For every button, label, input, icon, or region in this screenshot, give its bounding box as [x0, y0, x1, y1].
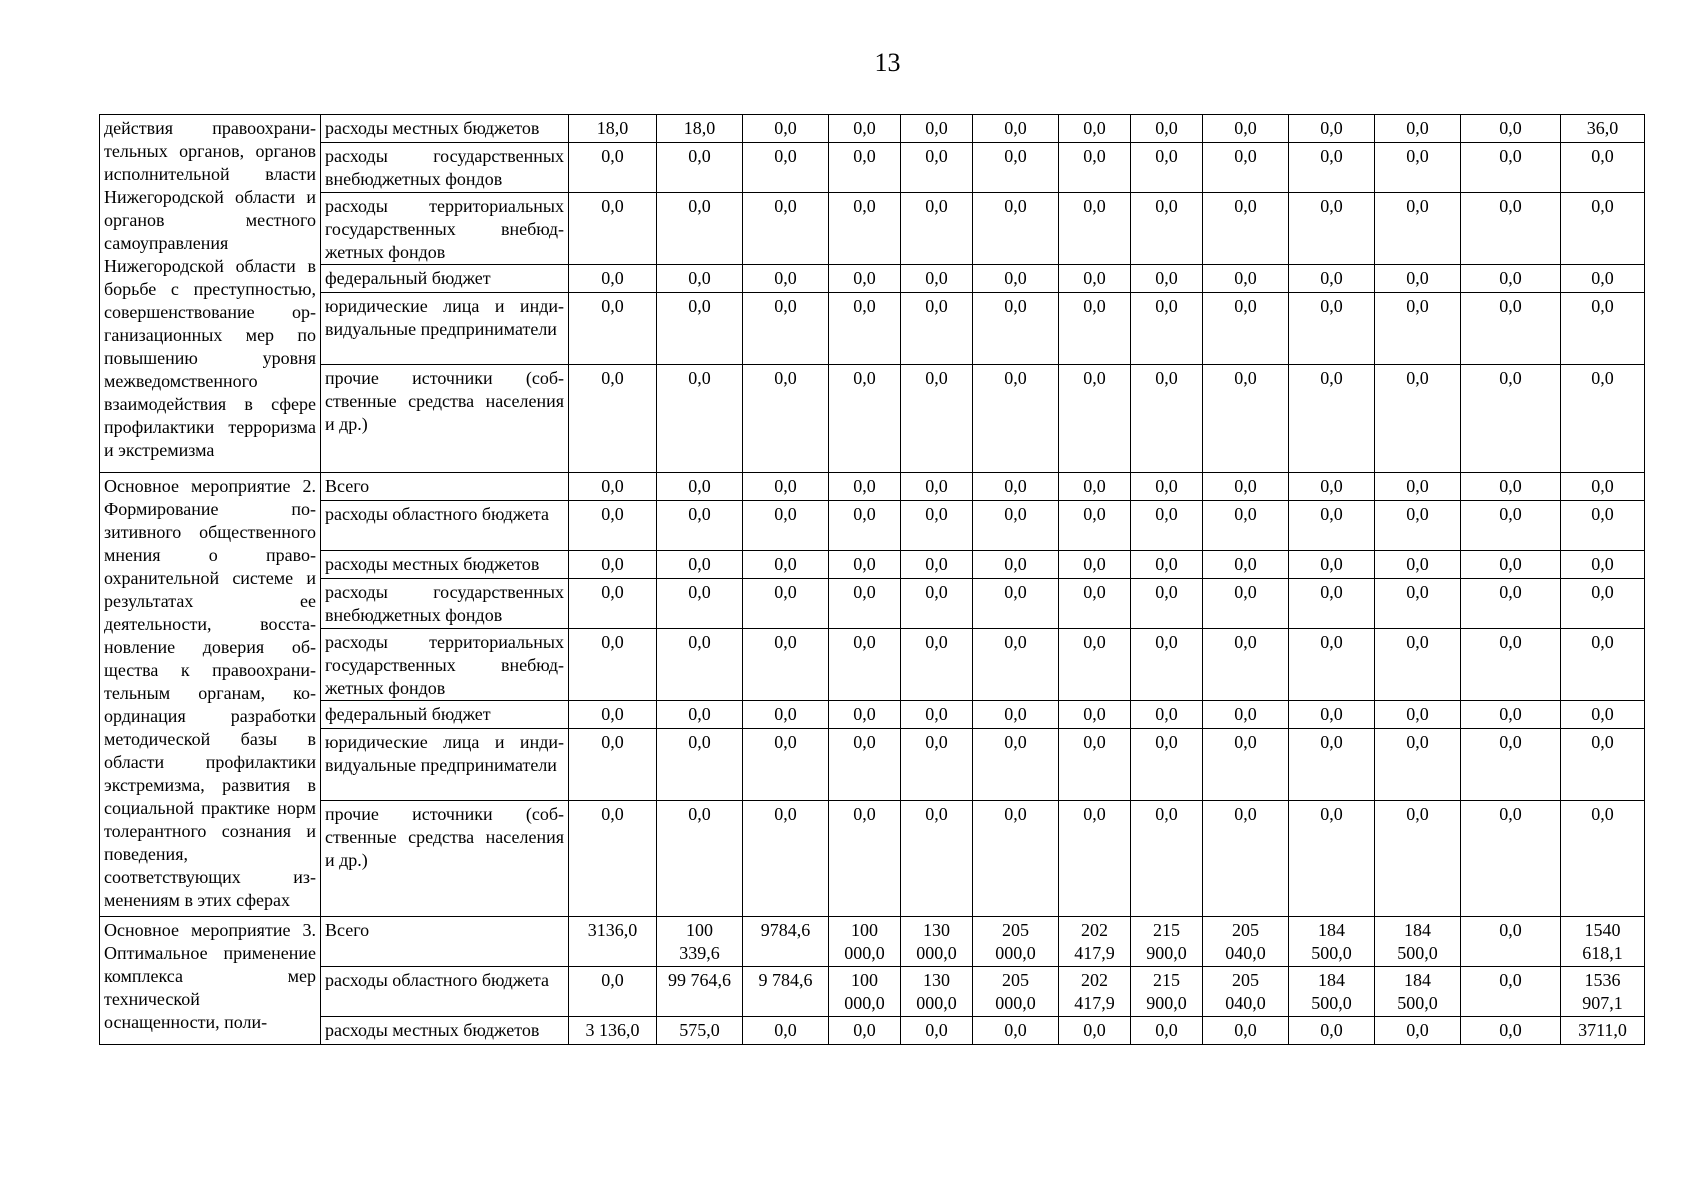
value-cell: 0,0 — [657, 293, 743, 365]
value-cell: 0,0 — [1289, 115, 1375, 143]
value-cell: 0,0 — [1059, 143, 1131, 193]
value-cell: 0,0 — [743, 501, 829, 551]
value-cell: 0,0 — [1059, 579, 1131, 629]
value-cell: 0,0 — [1561, 701, 1645, 729]
value-cell: 0,0 — [1289, 501, 1375, 551]
value-cell: 0,0 — [1289, 143, 1375, 193]
value-cell: 0,0 — [1059, 701, 1131, 729]
value-cell: 0,0 — [1561, 551, 1645, 579]
value-cell: 0,0 — [1131, 1017, 1203, 1045]
value-cell: 0,0 — [1203, 801, 1289, 917]
value-cell: 0,0 — [1461, 293, 1561, 365]
value-cell: 0,0 — [1059, 365, 1131, 473]
value-cell: 0,0 — [1561, 629, 1645, 701]
value-cell: 0,0 — [1203, 1017, 1289, 1045]
funding-source-cell: расходы областного бюджета — [321, 967, 569, 1017]
value-cell: 0,0 — [829, 115, 901, 143]
value-cell: 0,0 — [657, 701, 743, 729]
value-cell: 0,0 — [1375, 193, 1461, 265]
value-cell: 0,0 — [829, 193, 901, 265]
value-cell: 0,0 — [901, 579, 973, 629]
value-cell: 0,0 — [1131, 265, 1203, 293]
value-cell: 0,0 — [1203, 729, 1289, 801]
value-cell: 0,0 — [829, 473, 901, 501]
table-row — [100, 473, 1645, 501]
value-cell: 0,0 — [1289, 551, 1375, 579]
value-cell: 0,0 — [743, 701, 829, 729]
value-cell: 205 040,0 — [1203, 967, 1289, 1017]
value-cell: 0,0 — [1289, 801, 1375, 917]
value-cell: 0,0 — [1375, 365, 1461, 473]
value-cell: 0,0 — [1289, 579, 1375, 629]
value-cell: 0,0 — [901, 701, 973, 729]
value-cell: 18,0 — [657, 115, 743, 143]
value-cell: 0,0 — [973, 143, 1059, 193]
value-cell: 0,0 — [1059, 629, 1131, 701]
value-cell: 3136,0 — [569, 917, 657, 967]
value-cell: 0,0 — [569, 143, 657, 193]
funding-source-cell: Всего — [321, 917, 569, 967]
value-cell: 0,0 — [973, 551, 1059, 579]
page-number: 13 — [874, 48, 901, 77]
value-cell: 130 000,0 — [901, 917, 973, 967]
value-cell: 184 500,0 — [1289, 967, 1375, 1017]
value-cell: 0,0 — [1561, 365, 1645, 473]
table-row — [100, 629, 1645, 701]
value-cell: 0,0 — [1289, 1017, 1375, 1045]
value-cell: 0,0 — [657, 143, 743, 193]
value-cell: 0,0 — [973, 293, 1059, 365]
value-cell: 100 000,0 — [829, 967, 901, 1017]
value-cell: 0,0 — [1203, 551, 1289, 579]
value-cell: 0,0 — [1131, 143, 1203, 193]
value-cell: 0,0 — [569, 629, 657, 701]
funding-source-cell: прочие источники (собственные средства населения и др.) — [321, 801, 569, 917]
value-cell: 0,0 — [1461, 1017, 1561, 1045]
value-cell: 0,0 — [1059, 501, 1131, 551]
table-row — [100, 701, 1645, 729]
value-cell: 0,0 — [657, 579, 743, 629]
funding-source-cell: расходы местных бюджетов — [321, 115, 569, 143]
value-cell: 0,0 — [1059, 193, 1131, 265]
value-cell: 0,0 — [743, 1017, 829, 1045]
funding-source-cell: расходы областного бюджета — [321, 501, 569, 551]
budget-table — [99, 114, 1645, 1045]
funding-source-cell: расходы государственных внебюджетных фондов — [321, 143, 569, 193]
value-cell: 0,0 — [1289, 365, 1375, 473]
value-cell: 0,0 — [973, 473, 1059, 501]
value-cell: 0,0 — [1059, 801, 1131, 917]
value-cell: 0,0 — [901, 801, 973, 917]
value-cell: 0,0 — [657, 193, 743, 265]
value-cell: 0,0 — [829, 293, 901, 365]
table-row — [100, 115, 1645, 143]
funding-source-cell: прочие источники (собственные средства населения и др.) — [321, 365, 569, 473]
value-cell: 3711,0 — [1561, 1017, 1645, 1045]
value-cell: 205 040,0 — [1203, 917, 1289, 967]
value-cell: 0,0 — [829, 265, 901, 293]
table-row — [100, 801, 1645, 917]
value-cell: 0,0 — [569, 801, 657, 917]
table-row — [100, 501, 1645, 551]
value-cell: 184 500,0 — [1375, 967, 1461, 1017]
value-cell: 0,0 — [829, 551, 901, 579]
value-cell: 0,0 — [1203, 579, 1289, 629]
value-cell: 0,0 — [569, 701, 657, 729]
value-cell: 0,0 — [973, 265, 1059, 293]
value-cell: 0,0 — [657, 629, 743, 701]
value-cell: 0,0 — [1461, 579, 1561, 629]
value-cell: 0,0 — [743, 801, 829, 917]
value-cell: 0,0 — [657, 473, 743, 501]
value-cell: 0,0 — [743, 579, 829, 629]
value-cell: 0,0 — [569, 729, 657, 801]
value-cell: 0,0 — [1131, 801, 1203, 917]
value-cell: 0,0 — [1561, 143, 1645, 193]
table-row — [100, 917, 1645, 967]
value-cell: 0,0 — [1375, 579, 1461, 629]
value-cell: 0,0 — [1131, 701, 1203, 729]
value-cell: 99 764,6 — [657, 967, 743, 1017]
value-cell: 0,0 — [743, 293, 829, 365]
value-cell: 0,0 — [1375, 293, 1461, 365]
value-cell: 0,0 — [1461, 115, 1561, 143]
value-cell: 202 417,9 — [1059, 967, 1131, 1017]
value-cell: 0,0 — [1561, 579, 1645, 629]
value-cell: 0,0 — [1561, 473, 1645, 501]
value-cell: 0,0 — [1289, 193, 1375, 265]
value-cell: 18,0 — [569, 115, 657, 143]
value-cell: 0,0 — [1461, 365, 1561, 473]
value-cell: 0,0 — [569, 193, 657, 265]
value-cell: 0,0 — [1375, 729, 1461, 801]
value-cell: 0,0 — [1131, 579, 1203, 629]
value-cell: 0,0 — [1289, 293, 1375, 365]
table-row — [100, 1017, 1645, 1045]
value-cell: 0,0 — [657, 729, 743, 801]
value-cell: 184 500,0 — [1289, 917, 1375, 967]
value-cell: 0,0 — [1203, 501, 1289, 551]
value-cell: 100 000,0 — [829, 917, 901, 967]
value-cell: 575,0 — [657, 1017, 743, 1045]
value-cell: 0,0 — [1561, 729, 1645, 801]
funding-source-cell: расходы местных бюджетов — [321, 1017, 569, 1045]
value-cell: 0,0 — [1561, 501, 1645, 551]
value-cell: 0,0 — [1203, 143, 1289, 193]
value-cell: 0,0 — [973, 801, 1059, 917]
value-cell: 0,0 — [1375, 701, 1461, 729]
value-cell: 0,0 — [1461, 967, 1561, 1017]
value-cell: 1540 618,1 — [1561, 917, 1645, 967]
value-cell: 0,0 — [973, 365, 1059, 473]
value-cell: 0,0 — [1059, 293, 1131, 365]
value-cell: 0,0 — [743, 365, 829, 473]
value-cell: 0,0 — [901, 115, 973, 143]
value-cell: 0,0 — [569, 365, 657, 473]
value-cell: 0,0 — [901, 265, 973, 293]
funding-source-cell: юридические лица и индивидуальные предприниматели — [321, 729, 569, 801]
value-cell: 0,0 — [1203, 193, 1289, 265]
value-cell: 0,0 — [1131, 551, 1203, 579]
value-cell: 0,0 — [1059, 1017, 1131, 1045]
funding-source-cell: Всего — [321, 473, 569, 501]
value-cell: 0,0 — [901, 629, 973, 701]
value-cell: 0,0 — [829, 629, 901, 701]
value-cell: 0,0 — [1203, 629, 1289, 701]
value-cell: 9784,6 — [743, 917, 829, 967]
value-cell: 0,0 — [657, 551, 743, 579]
value-cell: 0,0 — [569, 473, 657, 501]
value-cell: 0,0 — [1561, 193, 1645, 265]
value-cell: 0,0 — [1131, 115, 1203, 143]
value-cell: 0,0 — [1289, 629, 1375, 701]
value-cell: 0,0 — [1289, 701, 1375, 729]
value-cell: 0,0 — [1561, 265, 1645, 293]
value-cell: 0,0 — [901, 143, 973, 193]
value-cell: 0,0 — [743, 143, 829, 193]
table-row — [100, 265, 1645, 293]
value-cell: 0,0 — [1461, 917, 1561, 967]
value-cell: 215 900,0 — [1131, 967, 1203, 1017]
value-cell: 0,0 — [743, 473, 829, 501]
value-cell: 0,0 — [1375, 801, 1461, 917]
value-cell: 0,0 — [1375, 265, 1461, 293]
table-row — [100, 729, 1645, 801]
value-cell: 0,0 — [569, 967, 657, 1017]
funding-source-cell: федеральный бюджет — [321, 265, 569, 293]
value-cell: 215 900,0 — [1131, 917, 1203, 967]
value-cell: 0,0 — [657, 265, 743, 293]
value-cell: 0,0 — [1375, 115, 1461, 143]
value-cell: 130 000,0 — [901, 967, 973, 1017]
value-cell: 0,0 — [1059, 265, 1131, 293]
value-cell: 0,0 — [1059, 551, 1131, 579]
table-row — [100, 193, 1645, 265]
value-cell: 0,0 — [1203, 115, 1289, 143]
value-cell: 0,0 — [743, 629, 829, 701]
value-cell: 0,0 — [1131, 193, 1203, 265]
value-cell: 0,0 — [569, 501, 657, 551]
value-cell: 0,0 — [1461, 501, 1561, 551]
table-row — [100, 143, 1645, 193]
value-cell: 0,0 — [1131, 501, 1203, 551]
value-cell: 0,0 — [829, 501, 901, 551]
value-cell: 0,0 — [829, 729, 901, 801]
value-cell: 0,0 — [829, 701, 901, 729]
value-cell: 0,0 — [1375, 1017, 1461, 1045]
value-cell: 0,0 — [973, 629, 1059, 701]
value-cell: 0,0 — [829, 1017, 901, 1045]
value-cell: 0,0 — [1059, 473, 1131, 501]
value-cell: 0,0 — [1289, 729, 1375, 801]
value-cell: 0,0 — [1375, 551, 1461, 579]
value-cell: 205 000,0 — [973, 917, 1059, 967]
value-cell: 0,0 — [1131, 473, 1203, 501]
value-cell: 0,0 — [829, 801, 901, 917]
value-cell: 0,0 — [1131, 293, 1203, 365]
value-cell: 100 339,6 — [657, 917, 743, 967]
value-cell: 0,0 — [569, 579, 657, 629]
value-cell: 0,0 — [1561, 801, 1645, 917]
value-cell: 1536 907,1 — [1561, 967, 1645, 1017]
table-row — [100, 551, 1645, 579]
value-cell: 0,0 — [1461, 701, 1561, 729]
value-cell: 0,0 — [973, 1017, 1059, 1045]
activity-cell: Основное мероприятие 2. Формирование позитивного общественного мнения о правоохранительной системе и результатах ее деятельности, восстановление доверия общества к правоохранительным органам, координация разработки методической базы в области профилактики экстремизма, развития в социальной практике норм толерантного сознания и поведения, соответствующих изменениям в этих сферах — [100, 473, 321, 917]
value-cell: 0,0 — [901, 193, 973, 265]
funding-source-cell: расходы территориальных государственных внебюджетных фондов — [321, 629, 569, 701]
value-cell: 0,0 — [829, 365, 901, 473]
value-cell: 0,0 — [569, 293, 657, 365]
value-cell: 0,0 — [1375, 501, 1461, 551]
value-cell: 3 136,0 — [569, 1017, 657, 1045]
value-cell: 0,0 — [743, 551, 829, 579]
value-cell: 0,0 — [657, 501, 743, 551]
funding-source-cell: федеральный бюджет — [321, 701, 569, 729]
value-cell: 0,0 — [1131, 729, 1203, 801]
value-cell: 0,0 — [657, 365, 743, 473]
value-cell: 0,0 — [973, 501, 1059, 551]
value-cell: 0,0 — [743, 115, 829, 143]
value-cell: 202 417,9 — [1059, 917, 1131, 967]
value-cell: 0,0 — [973, 115, 1059, 143]
value-cell: 0,0 — [973, 579, 1059, 629]
activity-cell: Основное мероприятие 3. Оптимальное применение комплекса мер технической оснащенности, поли- — [100, 917, 321, 1045]
table-row — [100, 365, 1645, 473]
table-row — [100, 967, 1645, 1017]
value-cell: 0,0 — [1461, 729, 1561, 801]
value-cell: 0,0 — [901, 729, 973, 801]
value-cell: 0,0 — [1203, 293, 1289, 365]
value-cell: 0,0 — [973, 701, 1059, 729]
value-cell: 0,0 — [1131, 629, 1203, 701]
value-cell: 0,0 — [569, 551, 657, 579]
value-cell: 0,0 — [901, 365, 973, 473]
value-cell: 0,0 — [743, 729, 829, 801]
value-cell: 0,0 — [1461, 801, 1561, 917]
value-cell: 0,0 — [1059, 729, 1131, 801]
value-cell: 0,0 — [1461, 551, 1561, 579]
table-body — [100, 115, 1645, 1045]
value-cell: 0,0 — [1461, 143, 1561, 193]
value-cell: 0,0 — [569, 265, 657, 293]
value-cell: 0,0 — [1059, 115, 1131, 143]
value-cell: 0,0 — [1289, 473, 1375, 501]
table-row — [100, 579, 1645, 629]
funding-source-cell: расходы территориальных государственных внебюджетных фондов — [321, 193, 569, 265]
value-cell: 0,0 — [973, 729, 1059, 801]
value-cell: 0,0 — [1461, 193, 1561, 265]
value-cell: 0,0 — [743, 265, 829, 293]
value-cell: 0,0 — [1203, 473, 1289, 501]
value-cell: 0,0 — [1375, 473, 1461, 501]
value-cell: 0,0 — [1375, 143, 1461, 193]
value-cell: 0,0 — [743, 193, 829, 265]
value-cell: 0,0 — [1203, 701, 1289, 729]
value-cell: 0,0 — [657, 801, 743, 917]
value-cell: 0,0 — [901, 293, 973, 365]
value-cell: 205 000,0 — [973, 967, 1059, 1017]
value-cell: 0,0 — [1131, 365, 1203, 473]
value-cell: 0,0 — [973, 193, 1059, 265]
funding-source-cell: расходы местных бюджетов — [321, 551, 569, 579]
value-cell: 0,0 — [1561, 293, 1645, 365]
value-cell: 0,0 — [901, 473, 973, 501]
funding-source-cell: расходы государственных внебюджетных фондов — [321, 579, 569, 629]
value-cell: 0,0 — [1203, 365, 1289, 473]
activity-cell: действия правоохранительных органов, органов исполнительной власти Нижегородской области и органов местного самоуправления Нижегородской области в борьбе с преступностью, совершенствование организационных мер по повышению уровня межведомственного взаимодействия в сфере профилактики терроризма и экстремизма — [100, 115, 321, 473]
value-cell: 184 500,0 — [1375, 917, 1461, 967]
value-cell: 0,0 — [1375, 629, 1461, 701]
value-cell: 0,0 — [829, 143, 901, 193]
value-cell: 0,0 — [901, 551, 973, 579]
funding-source-cell: юридические лица и индивидуальные предприниматели — [321, 293, 569, 365]
value-cell: 9 784,6 — [743, 967, 829, 1017]
value-cell: 36,0 — [1561, 115, 1645, 143]
value-cell: 0,0 — [829, 579, 901, 629]
table-row — [100, 293, 1645, 365]
value-cell: 0,0 — [1461, 473, 1561, 501]
value-cell: 0,0 — [1289, 265, 1375, 293]
value-cell: 0,0 — [901, 1017, 973, 1045]
value-cell: 0,0 — [1461, 265, 1561, 293]
value-cell: 0,0 — [1461, 629, 1561, 701]
value-cell: 0,0 — [901, 501, 973, 551]
value-cell: 0,0 — [1203, 265, 1289, 293]
